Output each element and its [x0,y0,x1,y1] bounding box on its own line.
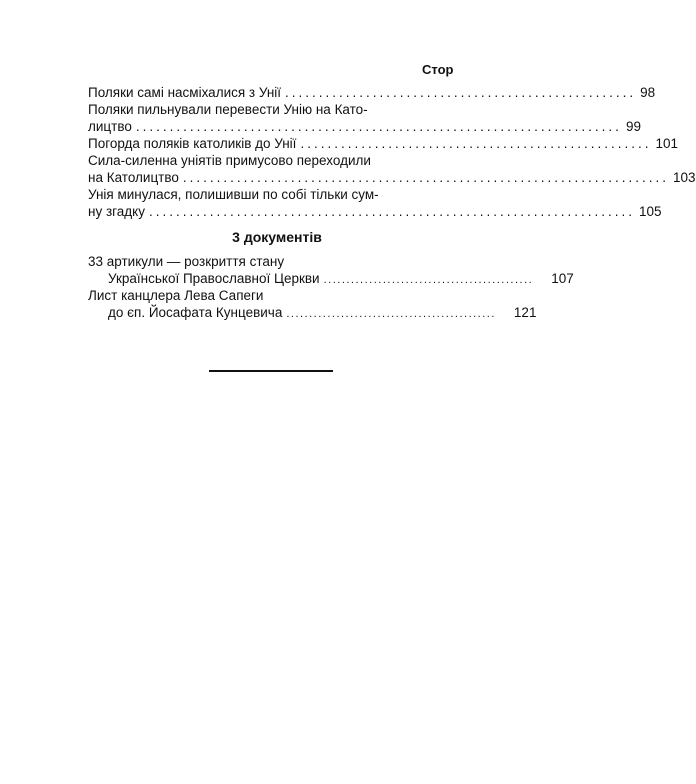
toc-entry [88,101,641,135]
page-column-label: Стор [422,62,454,77]
leader-dots: ........................................................................ [182,170,669,185]
leader-dots: ........................................................................ [148,204,636,219]
toc-entry [88,135,679,152]
toc-entry-title: Поляки пильнували перевести Унію на Като- [88,102,368,117]
document-page: 107 [551,271,574,286]
toc-entry-title: Унія минулася, полишивши по собі тільки сум- [88,187,379,202]
toc-entry-page: 105 [639,204,662,219]
toc-entry [88,152,696,186]
section-heading: 3 документів [232,229,322,245]
toc-entry-page: 103 [672,170,696,185]
toc-entry-page: 98 [640,85,656,100]
toc-entry-title: Погорда поляків католиків до Унії [88,136,297,151]
horizontal-rule [209,370,333,372]
leader-dots: .............................................. [286,308,496,320]
toc-entry-title-cont: ну згадку [88,204,145,219]
document-title: 33 артикули — розкриття стану [88,254,285,269]
leader-dots: .................................................... [285,85,637,100]
document-entry [88,287,537,323]
toc-entry-title-cont: на Католицтво [88,170,179,185]
document-title: Лист канцлера Лева Сапеги [88,288,264,303]
leader-dots: .................................................... [300,136,652,151]
toc-entry [88,84,656,101]
toc-entry-page: 101 [655,136,679,151]
document-title-cont: до єп. Йосафата Кунцевича [108,305,283,320]
toc-entry-title: Поляки самі насміхалися з Унії [88,85,282,100]
toc-entry [88,186,662,220]
document-page: 121 [513,305,537,320]
toc-entry-page: 99 [625,119,641,134]
leader-dots: .............................................. [323,274,534,286]
leader-dots: ........................................................................ [135,119,622,134]
toc-entry-title: Сила-силенна уніятів примусово переходили [88,153,371,168]
document-entry [88,253,574,289]
document-title-cont: Української Православної Церкви [108,271,320,286]
toc-entry-title-cont: лицтво [88,119,132,134]
